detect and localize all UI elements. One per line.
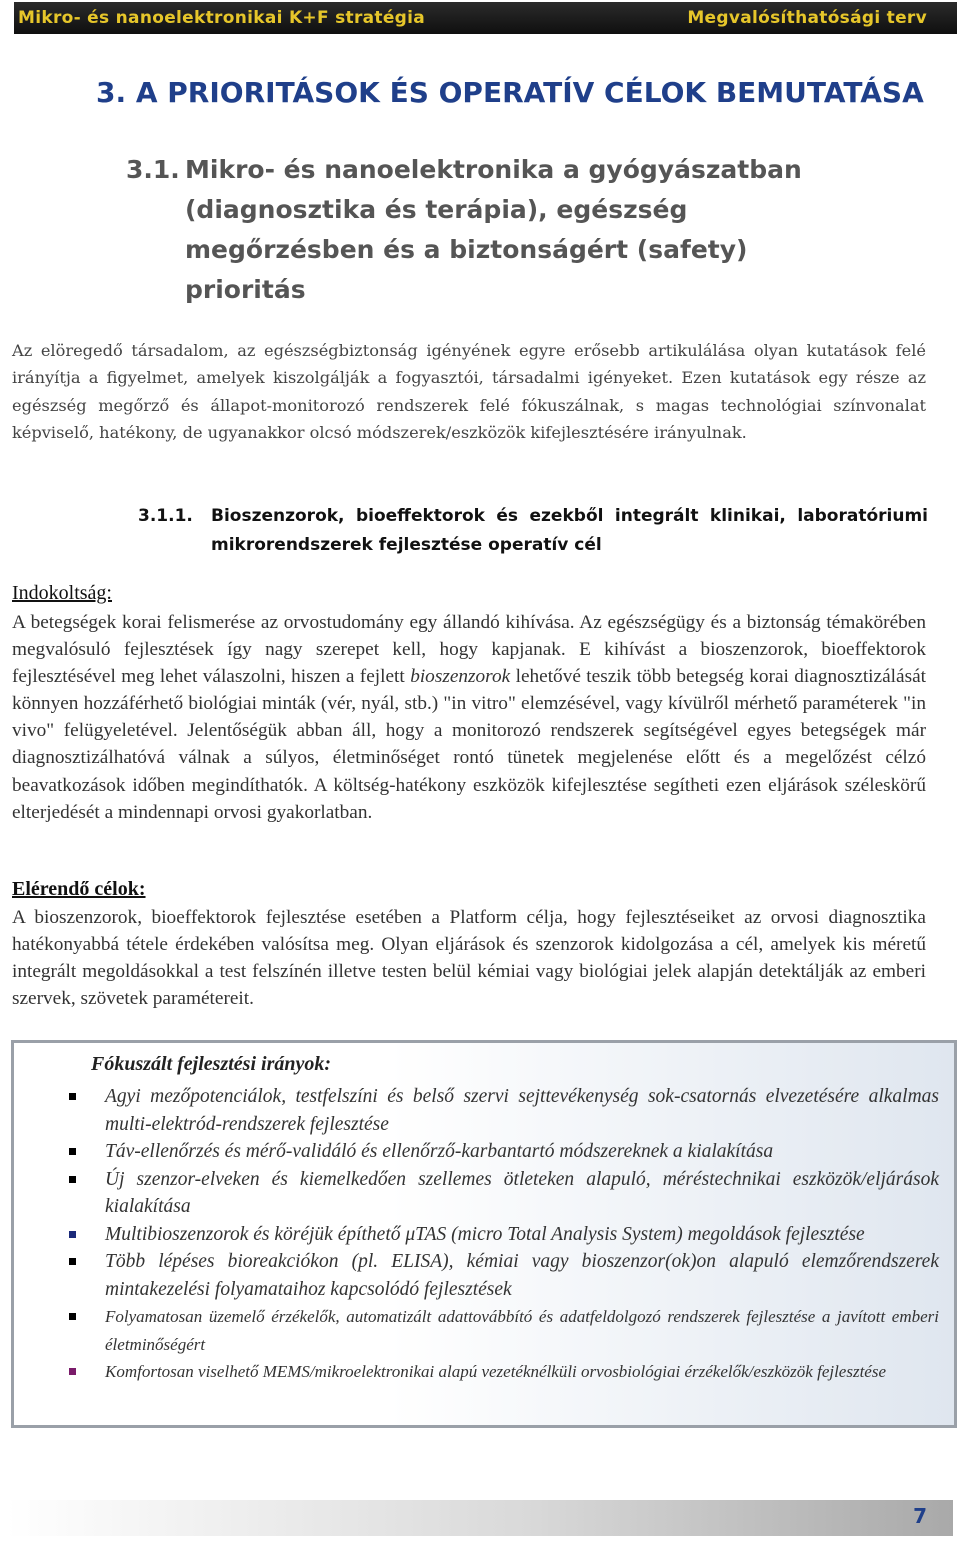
indokoltsag-italic-term: bioszenzorok	[410, 666, 511, 688]
indokoltsag-paragraph	[12, 609, 926, 826]
section-title: Mikro- és nanoelektronika a gyógyászatban (diagnosztika és terápia), egészség megőrzésben és a biztonságért (safety) prioritás	[185, 155, 802, 304]
focus-item-text: Multibioszenzorok és köréjük építhető μTAS (micro Total Analysis System) megoldások fejlesztése	[105, 1223, 865, 1245]
focus-list	[69, 1083, 939, 1386]
subsection-title: Bioszenzorok, bioeffektorok és ezekből integrált klinikai, laboratóriumi mikrorendszerek fejlesztése operatív cél	[211, 506, 928, 555]
square-bullet-icon	[69, 1176, 76, 1183]
focus-item-text: Folyamatosan üzemelő érzékelők, automatizált adattovábbító és adatfeldolgozó rendszerek fejlesztése a javított emberi életminőségért	[105, 1307, 939, 1354]
square-bullet-icon	[69, 1368, 76, 1375]
focus-item	[69, 1303, 939, 1358]
chapter-title: 3. A PRIORITÁSOK ÉS OPERATÍV CÉLOK BEMUTATÁSA	[96, 76, 924, 109]
elerendo-label: Elérendő célok:	[12, 878, 146, 900]
square-bullet-icon	[69, 1231, 76, 1238]
running-header	[14, 2, 957, 34]
subsection-heading	[138, 502, 928, 560]
header-right-title: Megvalósíthatósági terv	[687, 8, 927, 28]
focus-item	[69, 1138, 939, 1166]
indokoltsag-text-2: lehetővé teszik több betegség korai diagnosztizálását könnyen hozzáférhető biológiai minták (vér, nyál, stb.) "in vitro" elemzésével, vagy kívülről mérhető paraméterek "in vivo" felügyeletével. Jelentőségük abban áll, hogy a monitorozó rendszerek segítségével egyes betegségek már diagnosztizálhatóvá válnak a súlyos, életminőséget rontó tünetek megjelenése előtt és a megelőzést célzó beavatkozások időben megindíthatók. A költség-hatékony eszközök kifejlesztése segítheti ezen eljárások széleskörű elterjedését a mindennapi orvosi gyakorlatban.	[12, 666, 926, 823]
indokoltsag-label: Indokoltság:	[12, 582, 112, 604]
focus-item	[69, 1358, 939, 1386]
focus-item-text: Táv-ellenőrzés és mérő-validáló és ellenőrző-karbantartó módszereknek a kialakítása	[105, 1141, 774, 1162]
focus-directions-box	[11, 1040, 957, 1428]
section-heading	[126, 150, 866, 310]
intro-paragraph: Az elöregedő társadalom, az egészségbiztonság igényének egyre erősebb artikulálása olyan kutatások felé irányítja a figyelmet, amelyek kiszolgálják a fogyasztói, társadalmi igényeket. Ezen kutatások egy része az egészség megőrző és állapot-monitorozó rendszerek felé fókuszálnak, s magas technológiai színvonalat képviselő, hatékony, de ugyanakkor olcsó módszerek/eszközök kifejlesztésére irányulnak.	[12, 341, 926, 442]
square-bullet-icon	[69, 1258, 76, 1265]
subsection-number: 3.1.1.	[138, 506, 193, 526]
square-bullet-icon	[69, 1313, 76, 1320]
focus-item-text: Új szenzor-elveken és kiemelkedően szellemes ötleteken alapuló, méréstechnikai eszközök/eljárások kialakítása	[105, 1168, 939, 1217]
focus-item	[69, 1166, 939, 1221]
square-bullet-icon	[69, 1093, 76, 1100]
focus-item	[69, 1083, 939, 1138]
footer-bar	[7, 1500, 953, 1536]
focus-item	[69, 1248, 939, 1303]
header-left-title: Mikro- és nanoelektronikai K+F stratégia	[18, 8, 426, 28]
focus-item-text: Több lépéses bioreakciókon (pl. ELISA), kémiai vagy bioszenzor(ok)on alapuló elemzőrendszerek mintakezelési folyamataihoz kapcsolódó fejlesztések	[105, 1251, 939, 1300]
elerendo-paragraph: A bioszenzorok, bioeffektorok fejlesztése esetében a Platform célja, hogy fejlesztéseiket az orvosi diagnosztika hatékonyabbá tétele érdekében valósítsa meg. Olyan eljárások és szenzorok kidolgozása a cél, amelyek kis méretű integrált megoldásokkal a test felszínén illetve testen belül kémiai vagy biológiai jelek alapján detektálják az emberi szervek, szövetek paramétereit.	[12, 907, 926, 1010]
page-number: 7	[913, 1504, 927, 1528]
focus-item-text: Agyi mezőpotenciálok, testfelszíni és belső szervi sejttevékenység sok-csatornás elvezetésére alkalmas multi-elektród-rendszerek fejlesztése	[105, 1086, 939, 1135]
square-bullet-icon	[69, 1148, 76, 1155]
focus-title: Fókuszált fejlesztési irányok:	[91, 1053, 332, 1075]
section-number: 3.1.	[126, 155, 180, 184]
focus-item	[69, 1221, 939, 1249]
indokoltsag-text-1: A betegségek korai felismerése az orvostudomány egy állandó kihívása. Az egészségügy és a biztonság témakörében megvalósuló fejlesztések így nagy szerepet kell, hogy kapjanak. E kihívást a bioszenzorok, bioeffektorok fejlesztésével meg lehet válaszolni, hiszen a fejlett	[12, 612, 926, 688]
focus-item-text: Komfortosan viselhető MEMS/mikroelektronikai alapú vezetéknélküli orvosbiológiai érzékelők/eszközök fejlesztése	[105, 1362, 887, 1381]
